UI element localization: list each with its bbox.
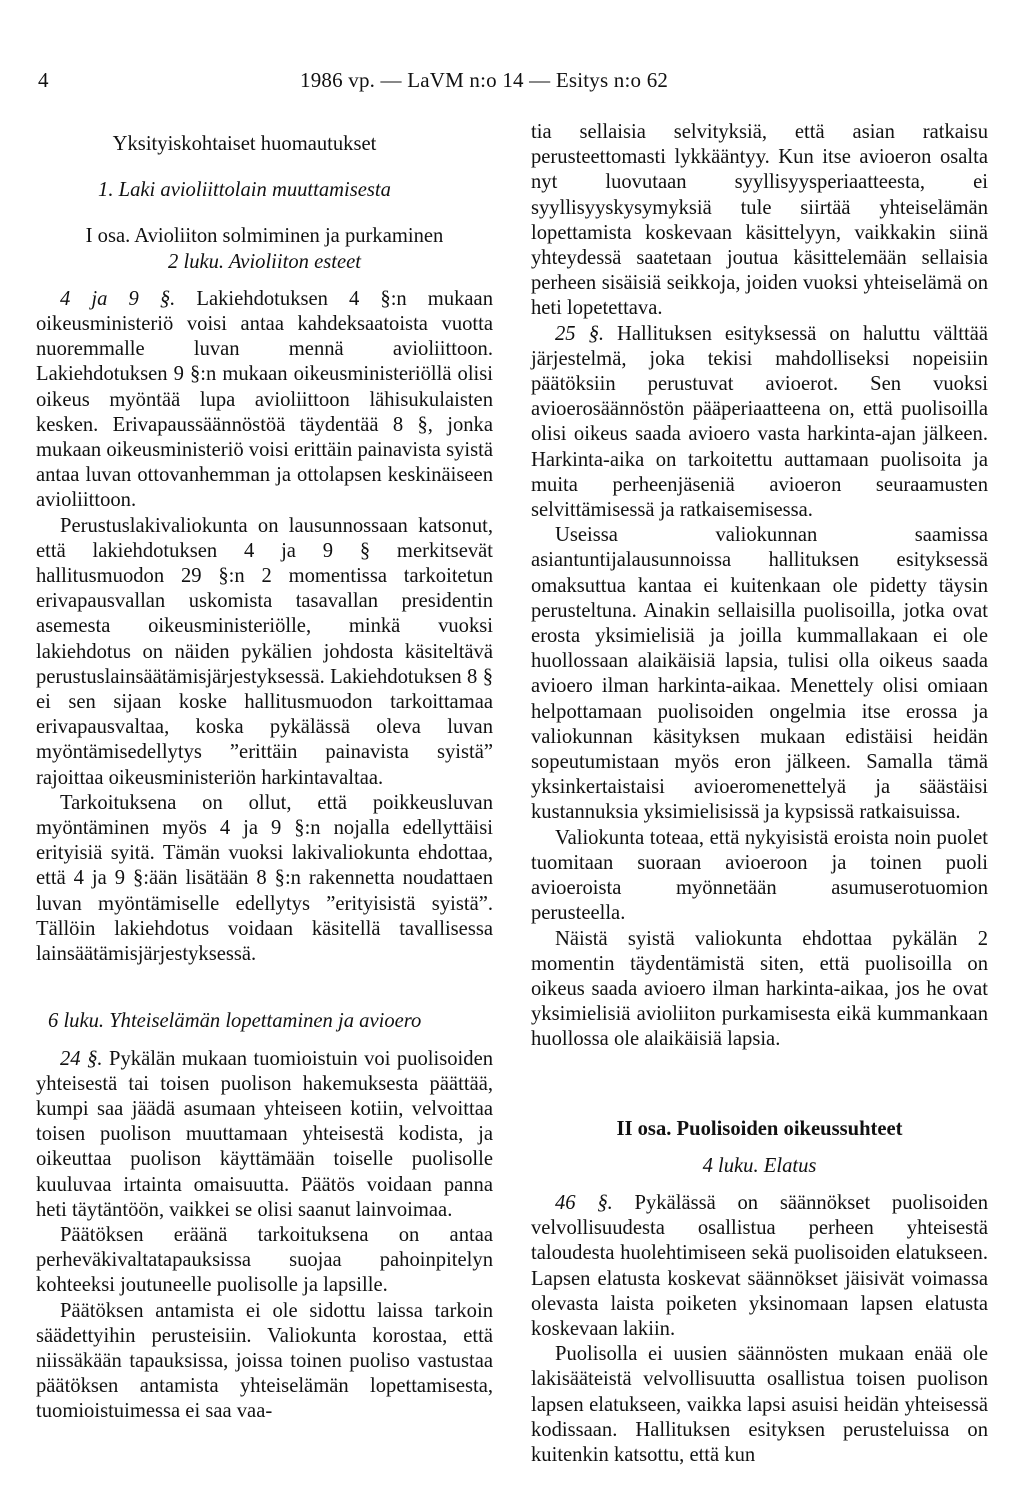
chapter-title: 4 luku. Elatus bbox=[702, 1154, 817, 1177]
paragraph: Näistä syistä valiokunta ehdottaa pykälän 2 momentin täydentämistä siten, että puolisoilla on oikeus saada avioero ilman harkinta-aikaa, jos he ovat yksimielisiä avioliiton purkamisesta eikä kummankaan huollossa ole alaikäisiä lapsia. bbox=[531, 927, 988, 1051]
section-ref: 25 §. bbox=[555, 322, 605, 345]
paragraph: Päätöksen antamista ei ole sidottu laissa tarkoin säädettyihin perusteisiin. Valiokunta korostaa, että niissäkään tapauksissa, joissa toinen puoliso vastustaa päätöksen antamista yhteiselämän lopettamisesta, tuomioistuimessa ei saa vaa- bbox=[36, 1299, 493, 1423]
paragraph: Perustuslakivaliokunta on lausunnossaan katsonut, että lakiehdotuksen 4 ja 9 § merkitsevät hallitusmuodon 29 §:n 2 momentissa tarkoitetun erivapausvallan uskomista tasavallan presidentin asemesta oikeusministeriölle, minkä vuoksi lakiehdotus on näiden pykälien johdosta käsiteltävä perustuslainsäätämisjärjestyksessä. Lakiehdotuksen 8 § ei sen sijaan koske hallitusmuodon tarkoittamaa erivapausvaltaa, koska pykälässä oleva luvan myöntämisedellytys ”erittäin painavista syistä” rajoittaa oikeusministeriön harkintavaltaa. bbox=[36, 514, 493, 789]
paragraph: Puolisolla ei uusien säännösten mukaan enää ole lakisääteistä velvollisuutta osallistua toisen puolison lapsen elatukseen, vaikka lapsi asuisi heidän yhteisessä kodissaan. Hallituksen esityksen perusteluissa on kuitenkin katsottu, että kun bbox=[531, 1343, 988, 1466]
section-ref: 24 §. bbox=[60, 1047, 103, 1070]
paragraph: Useissa valiokunnan saamissa asiantuntijalausunnoissa hallituksen esityksessä omaksuttua kantaa ei kuitenkaan ole pidetty täysin perusteltuna. Ainakin sellaisilla puolisoilla, jotka ovat erosta yksimielisiä ja joilla kummallakaan ei ole huollossaan alaikäisiä lapsia, tulisi olla oikeus saada avioero ilman harkinta-aikaa. Menettely olisi omiaan helpottamaan puolisoiden ongelmia itse erossa ja valiokunnan käsityksen mukaan edistäisi heidän sopeutumistaan myös eron jälkeen. Samalla tämä yksinkertaistaisi avioeromenettelyä ja säästäisi kustannuksia yksimielisissä ja kypsissä ratkaisuissa. bbox=[531, 524, 988, 824]
section-ref: 4 ja 9 §. bbox=[60, 287, 176, 310]
header-title: 1986 vp. — LaVM n:o 14 — Esitys n:o 62 bbox=[300, 68, 669, 92]
paragraph: 25 §. Hallituksen esityksessä on haluttu välttää järjestelmä, joka tekisi mahdolliseksi nopeisiin päätöksiin perustuvat avioerot. Sen vuoksi avioerosäännöstön pääperiaatteena on, että puolisoilla olisi oikeus saada avioero vasta harkinta-ajan jälkeen. Harkinta-aika on tarkoitettu auttamaan puolisoita ja muita perheenjäseniä avioeron seuraamusten selvittämisessä ja ratkaisemisessa. bbox=[531, 322, 988, 522]
paragraph: 4 ja 9 §. Lakiehdotuksen 4 §:n mukaan oikeusministeriö voisi antaa kahdeksaatoista vuotta nuoremmalle luvan mennä avioliittoon. Lakiehdotuksen 9 §:n mukaan oikeusministeriöllä olisi oikeus myöntää lupa avioliittoon lähisukulaisten kesken. Erivapaussäännöstöä täydentää 8 §, jonka mukaan oikeusministeriö voisi erittäin painavista syistä antaa luvan ottovanhemman ja ottolapsen keskinäiseen avioliittoon. bbox=[36, 287, 493, 512]
paragraph: 46 §. Pykälässä on säännökset puolisoiden velvollisuudesta osallistua perheen yhteisestä taloudesta huolehtimiseen sekä puolisoiden elatukseen. Lapsen elatusta koskevat säännökset jäisivät voimassa olevasta laista poiketen yksinomaan lapsen elatusta koskevaan lakiin. bbox=[531, 1191, 989, 1340]
paragraph: Valiokunta toteaa, että nykyisistä eroista noin puolet tuomitaan suoraan avioeroon ja toinen puoli avioeroista myönnetään asumuserotuomion perusteella. bbox=[531, 826, 988, 925]
law-title: 1. Laki avioliittolain muuttamisesta bbox=[98, 179, 391, 202]
paragraph: 24 §. Pykälän mukaan tuomioistuin voi puolisoiden yhteisestä tai toisen puolison hakemuksesta päättää, kumpi saa jäädä asumaan yhteiseen kotiin, velvoittaa toisen puolison muuttamaan yhteisestä kodista, ja oikeuttaa puolison käyttämään toiselle puolisolle kuuluvaa irtainta omaisuutta. Päätös voidaan panna heti täytäntöön, vaikkei se olisi saanut lainvoimaa. bbox=[36, 1047, 494, 1221]
part-title: II osa. Puolisoiden oikeussuhteet bbox=[616, 1117, 903, 1140]
paragraph: Tarkoituksena on ollut, että poikkeusluvan myöntäminen myös 4 ja 9 §:n nojalla edellyttäisi erityisiä syitä. Tämän vuoksi lakivaliokunta ehdottaa, että 4 ja 9 §:ään lisätään 8 §:n rakennetta noudattaen luvan myöntämiselle edellytys ”erityisistä syistä”. Tällöin lakiehdotus voidaan käsitellä tavallisessa lainsäätämisjärjestyksessä. bbox=[36, 791, 493, 966]
section-heading: Yksityiskohtaiset huomautukset bbox=[112, 133, 377, 155]
left-column bbox=[36, 120, 493, 1425]
running-header bbox=[0, 68, 1024, 98]
section-ref: 46 §. bbox=[555, 1191, 613, 1214]
right-column bbox=[531, 120, 988, 1468]
page-number: 4 bbox=[38, 68, 49, 92]
paragraph: tia sellaisia selvityksiä, että asian ratkaisu perusteettomasti lykkääntyy. Kun itse avioeron osalta nyt luovutaan syyllisyysperiaatteesta, ei syyllisyyskysymyksiä tule siirtää yhteiselämän lopettamista koskevaan käsittelyyn, vaikkakin siinä yhteydessä saatetaan joutua käsittelemään sellaisia perheen sisäisiä seikkoja, joiden vuoksi yhteiselämä on heti lopetettava. bbox=[531, 121, 988, 320]
chapter-title: 6 luku. Yhteiselämän lopettaminen ja avioero bbox=[48, 1010, 422, 1033]
part-title: I osa. Avioliiton solmiminen ja purkaminen bbox=[85, 225, 444, 248]
paragraph: Päätöksen eräänä tarkoituksena on antaa perheväkivaltatapauksissa suojaa pahoinpitelyn kohteeksi joutuneelle puolisolle ja lapsille. bbox=[36, 1223, 493, 1297]
chapter-title: 2 luku. Avioliiton esteet bbox=[168, 250, 361, 273]
